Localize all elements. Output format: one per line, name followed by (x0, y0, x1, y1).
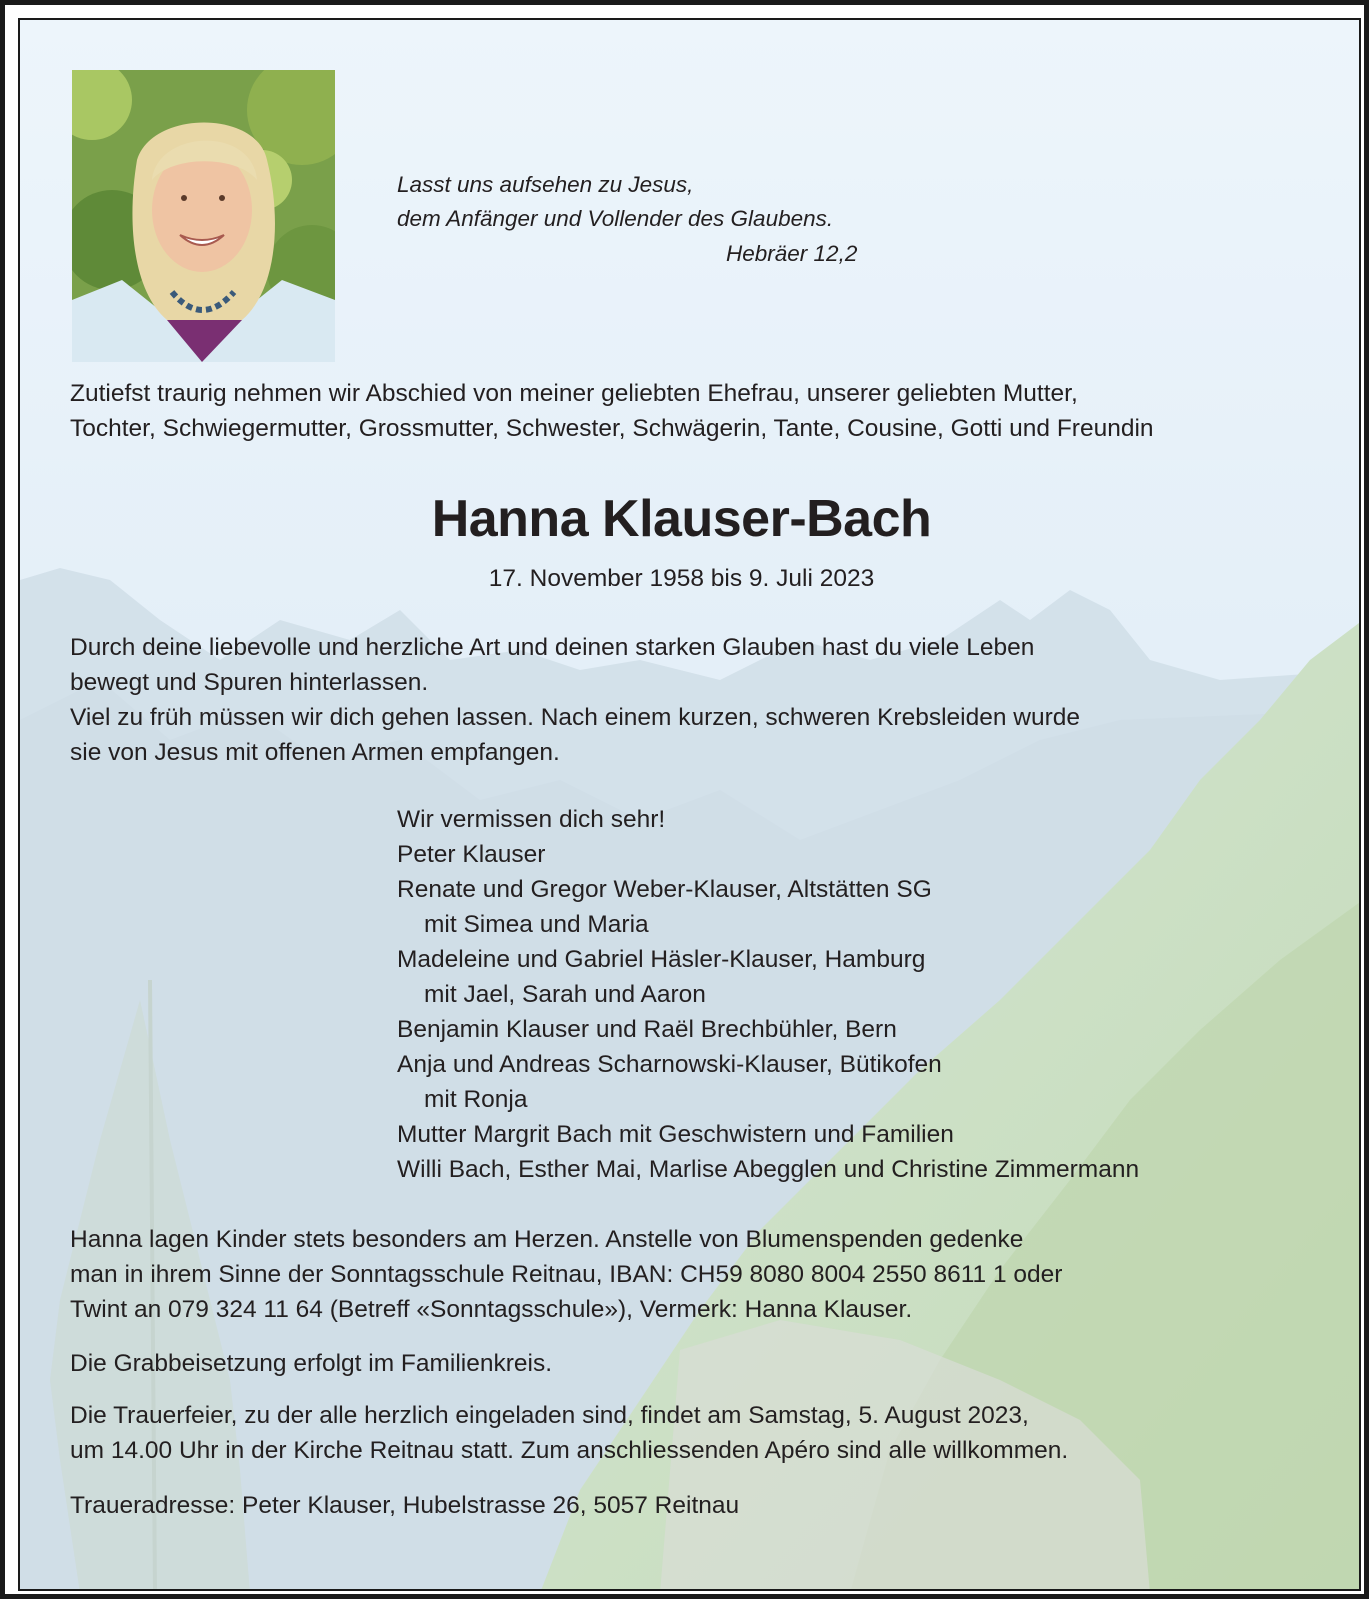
mourning-address: Traueradresse: Peter Klauser, Hubelstrasse 26, 5057 Reitnau (70, 1492, 740, 1519)
burial-note: Die Grabbeisetzung erfolgt im Familienkreis. (70, 1350, 553, 1377)
mourner-line: Renate und Gregor Weber-Klauser, Altstätten SG (397, 876, 932, 903)
deceased-name: Hanna Klauser-Bach (431, 490, 932, 548)
life-dates: 17. November 1958 bis 9. Juli 2023 (488, 565, 875, 592)
mourner-line: mit Jael, Sarah und Aaron (424, 981, 706, 1008)
mourner-line: mit Simea und Maria (424, 911, 649, 938)
mourner-line: Anja und Andreas Scharnowski-Klauser, Bütikofen (397, 1051, 942, 1078)
donation-line-3: Twint an 079 324 11 64 (Betreff «Sonntagsschule»), Vermerk: Hanna Klauser. (70, 1296, 913, 1323)
mourner-line: Peter Klauser (397, 841, 546, 868)
tribute-line-3: Viel zu früh müssen wir dich gehen lassen. Nach einem kurzen, schweren Krebsleiden wurde (70, 704, 1081, 731)
bible-verse-line-2: dem Anfänger und Vollender des Glaubens. (397, 206, 834, 231)
mourner-line: Madeleine und Gabriel Häsler-Klauser, Hamburg (397, 946, 926, 973)
donation-line-1: Hanna lagen Kinder stets besonders am Herzen. Anstelle von Blumenspenden gedenke (70, 1226, 1024, 1253)
mourners-list (397, 802, 1139, 1187)
notice-inner-frame (18, 18, 1361, 1591)
mourner-line: Mutter Margrit Bach mit Geschwistern und Familien (397, 1121, 954, 1148)
service-line-1: Die Trauerfeier, zu der alle herzlich eingeladen sind, findet am Samstag, 5. August 2023, (70, 1402, 1029, 1429)
tribute-line-1: Durch deine liebevolle und herzliche Art und deinen starken Glauben hast du viele Leben (70, 634, 1035, 661)
mourner-line: Benjamin Klauser und Raël Brechbühler, Bern (397, 1016, 897, 1043)
donation-line-2: man in ihrem Sinne der Sonntagsschule Reitnau, IBAN: CH59 8080 8004 2550 8611 1 oder (70, 1261, 1063, 1288)
tribute-line-4: sie von Jesus mit offenen Armen empfangen. (70, 739, 560, 766)
mourner-line: Willi Bach, Esther Mai, Marlise Abegglen und Christine Zimmermann (397, 1156, 1140, 1183)
tribute-line-2: bewegt und Spuren hinterlassen. (70, 669, 429, 696)
mourner-line: mit Ronja (424, 1086, 528, 1113)
intro-line-1: Zutiefst traurig nehmen wir Abschied von meiner geliebten Ehefrau, unserer geliebten Mutter, (70, 380, 1078, 407)
bible-verse-reference: Hebräer 12,2 (726, 241, 858, 266)
service-line-2: um 14.00 Uhr in der Kirche Reitnau statt. Zum anschliessenden Apéro sind alle willkommen. (70, 1437, 1069, 1464)
mourners-heading: Wir vermissen dich sehr! (397, 806, 666, 833)
bible-verse-line-1: Lasst uns aufsehen zu Jesus, (397, 172, 694, 197)
portrait-photo (72, 70, 335, 362)
intro-line-2: Tochter, Schwiegermutter, Grossmutter, Schwester, Schwägerin, Tante, Cousine, Gotti und Freundin (70, 415, 1154, 442)
